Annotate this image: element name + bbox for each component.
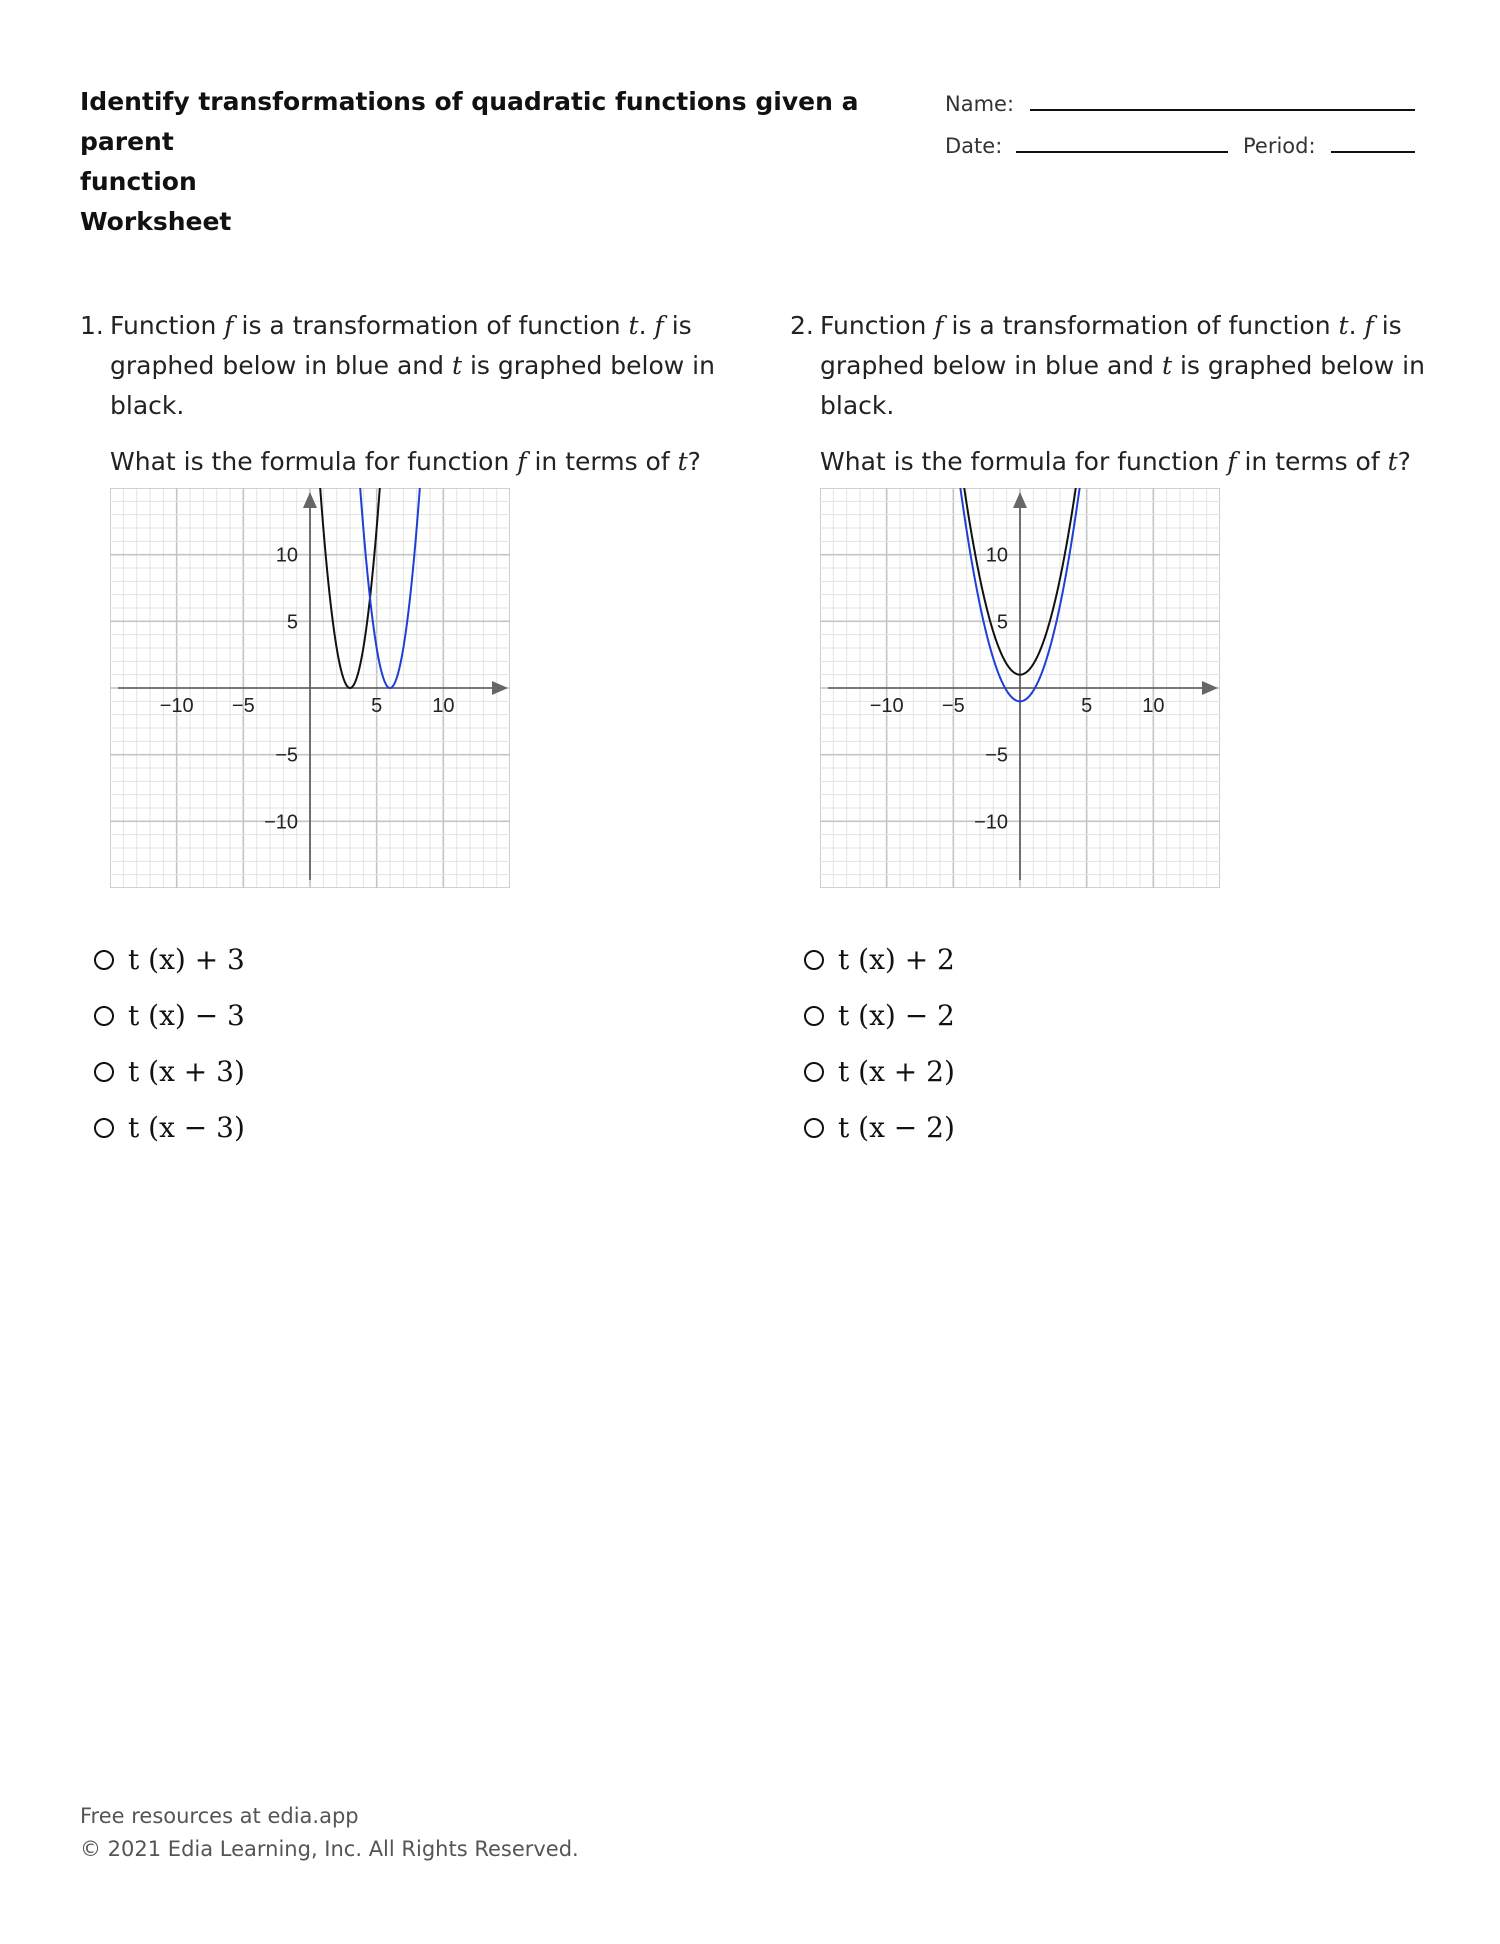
radio-button[interactable] [804,1062,824,1082]
choice-c[interactable] [94,1044,720,1100]
y-tick-label: 10 [275,544,298,567]
worksheet-title [80,82,880,242]
y-axis-arrow [1013,492,1027,508]
question-2 [790,306,1430,1156]
radio-button[interactable] [94,1062,114,1082]
choice-label: t (x − 3) [128,1111,245,1144]
radio-button[interactable] [804,1118,824,1138]
choice-label: t (x) + 2 [838,943,955,976]
graph-2 [820,488,1220,888]
x-tick-label: 5 [371,695,383,717]
x-tick-label: −10 [159,695,194,717]
date-line[interactable] [1016,151,1228,153]
y-tick-label: 10 [985,544,1008,567]
y-tick-label: −10 [974,811,1008,834]
answer-choices [804,932,1430,1156]
y-axis-arrow [303,492,317,508]
radio-button[interactable] [804,1006,824,1026]
question-text: Function f is a transformation of function t. f is graphed below in blue and t is graphed below in black. [820,311,1425,420]
question-1 [80,306,720,1156]
radio-button[interactable] [94,950,114,970]
date-label: Date: [945,134,1003,158]
y-tick-label: −5 [275,744,298,767]
x-tick-label: −5 [231,695,255,717]
title-line-3: Worksheet [80,207,232,236]
y-tick-label: −10 [264,811,298,834]
period-line[interactable] [1331,151,1415,153]
x-tick-label: 10 [1142,695,1165,717]
period-label: Period: [1243,134,1316,158]
x-tick-label: 5 [1081,695,1093,717]
question-number: 1. [80,311,104,340]
choice-d[interactable] [804,1100,1430,1156]
footer [80,1800,579,1866]
choice-label: t (x + 3) [128,1055,245,1088]
choice-d[interactable] [94,1100,720,1156]
title-line-2: function [80,167,197,196]
choice-a[interactable] [804,932,1430,988]
question-prompt: What is the formula for function f in terms of t? [820,447,1411,476]
choice-a[interactable] [94,932,720,988]
question-prompt: What is the formula for function f in terms of t? [110,447,701,476]
x-tick-label: −10 [869,695,904,717]
title-line-1: Identify transformations of quadratic functions given a parent [80,87,859,156]
choice-label: t (x) − 2 [838,999,955,1032]
choice-label: t (x) + 3 [128,943,245,976]
choice-b[interactable] [94,988,720,1044]
choice-label: t (x + 2) [838,1055,955,1088]
name-label: Name: [945,92,1015,116]
radio-button[interactable] [94,1118,114,1138]
choice-b[interactable] [804,988,1430,1044]
y-tick-label: 5 [996,611,1008,634]
choice-c[interactable] [804,1044,1430,1100]
x-tick-label: 10 [432,695,455,717]
footer-resources: Free resources at edia.app [80,1804,359,1828]
choice-label: t (x − 2) [838,1111,955,1144]
radio-button[interactable] [804,950,824,970]
x-tick-label: −5 [941,695,965,717]
question-text: Function f is a transformation of function t. f is graphed below in blue and t is graphed below in black. [110,311,715,420]
x-axis-arrow [1202,681,1218,695]
choice-label: t (x) − 3 [128,999,245,1032]
question-number: 2. [790,311,814,340]
answer-choices [94,932,720,1156]
y-tick-label: −5 [985,744,1008,767]
graph-1 [110,488,510,888]
x-axis-arrow [492,681,508,695]
y-tick-label: 5 [286,611,298,634]
footer-copyright: © 2021 Edia Learning, Inc. All Rights Reserved. [80,1837,579,1861]
name-line[interactable] [1030,109,1415,111]
radio-button[interactable] [94,1006,114,1026]
